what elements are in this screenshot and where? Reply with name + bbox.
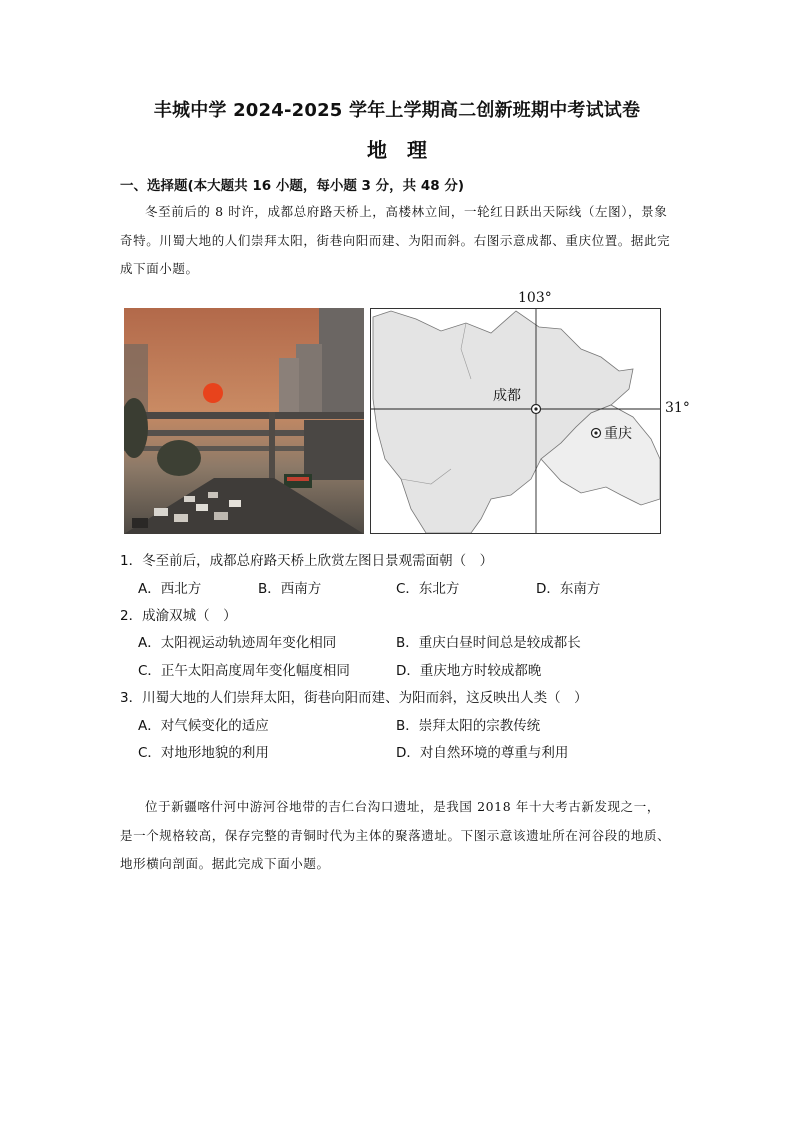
longitude-label: 103°	[518, 290, 552, 306]
sunrise-photo	[124, 308, 364, 534]
subject-title: 地 理	[367, 138, 427, 162]
chengdu-label: 成都	[493, 388, 521, 404]
question-2-stem: 2．成渝双城（ ）	[120, 608, 237, 624]
passage-2: 位于新疆喀什河中游河谷地带的吉仁台沟口遗址，是我国 2018 年十大考古新发现之一，是一个规格较高，保存完整的青铜时代为主体的聚落遗址。下图示意该遗址所在河谷段的地质、地形横向剖面。据此完成下面小题。	[120, 799, 671, 871]
question-2-option-d[interactable]: D．重庆地方时较成都晚	[396, 663, 542, 679]
exam-title: 丰城中学 2024-2025 学年上学期高二创新班期中考试试卷	[153, 100, 641, 121]
question-3-option-a[interactable]: A．对气候变化的适应	[138, 718, 269, 734]
question-3-option-c[interactable]: C．对地形地貌的利用	[138, 745, 269, 761]
question-1-option-a[interactable]: A．西北方	[138, 581, 202, 597]
question-2-option-c[interactable]: C．正午太阳高度周年变化幅度相同	[138, 663, 350, 679]
question-2-option-b[interactable]: B．重庆白昼时间总是较成都长	[396, 635, 581, 651]
passage-1: 冬至前后的 8 时许，成都总府路天桥上，高楼林立间，一轮红日跃出天际线（左图），景象奇特。川蜀大地的人们崇拜太阳，街巷向阳而建、为阳而斜。右图示意成都、重庆位置。据此完成下面小题。	[120, 204, 671, 276]
question-3-option-b[interactable]: B．崇拜太阳的宗教传统	[396, 718, 541, 734]
question-1-option-b[interactable]: B．西南方	[258, 581, 322, 597]
question-1-option-d[interactable]: D．东南方	[536, 581, 601, 597]
location-map	[370, 308, 661, 534]
chongqing-label: 重庆	[604, 426, 632, 442]
section-heading: 一、选择题(本大题共 16 小题，每小题 3 分，共 48 分)	[120, 178, 465, 194]
sun-disc	[203, 383, 223, 403]
question-3-stem: 3．川蜀大地的人们崇拜太阳，街巷向阳而建、为阳而斜，这反映出人类（ ）	[120, 690, 588, 706]
question-3-option-d[interactable]: D．对自然环境的尊重与利用	[396, 745, 569, 761]
question-2-option-a[interactable]: A．太阳视运动轨迹周年变化相同	[138, 635, 337, 651]
latitude-label: 31°	[665, 400, 690, 416]
question-1-option-c[interactable]: C．东北方	[396, 581, 460, 597]
question-1-stem: 1．冬至前后，成都总府路天桥上欣赏左图日景观需面朝（ ）	[120, 553, 494, 569]
